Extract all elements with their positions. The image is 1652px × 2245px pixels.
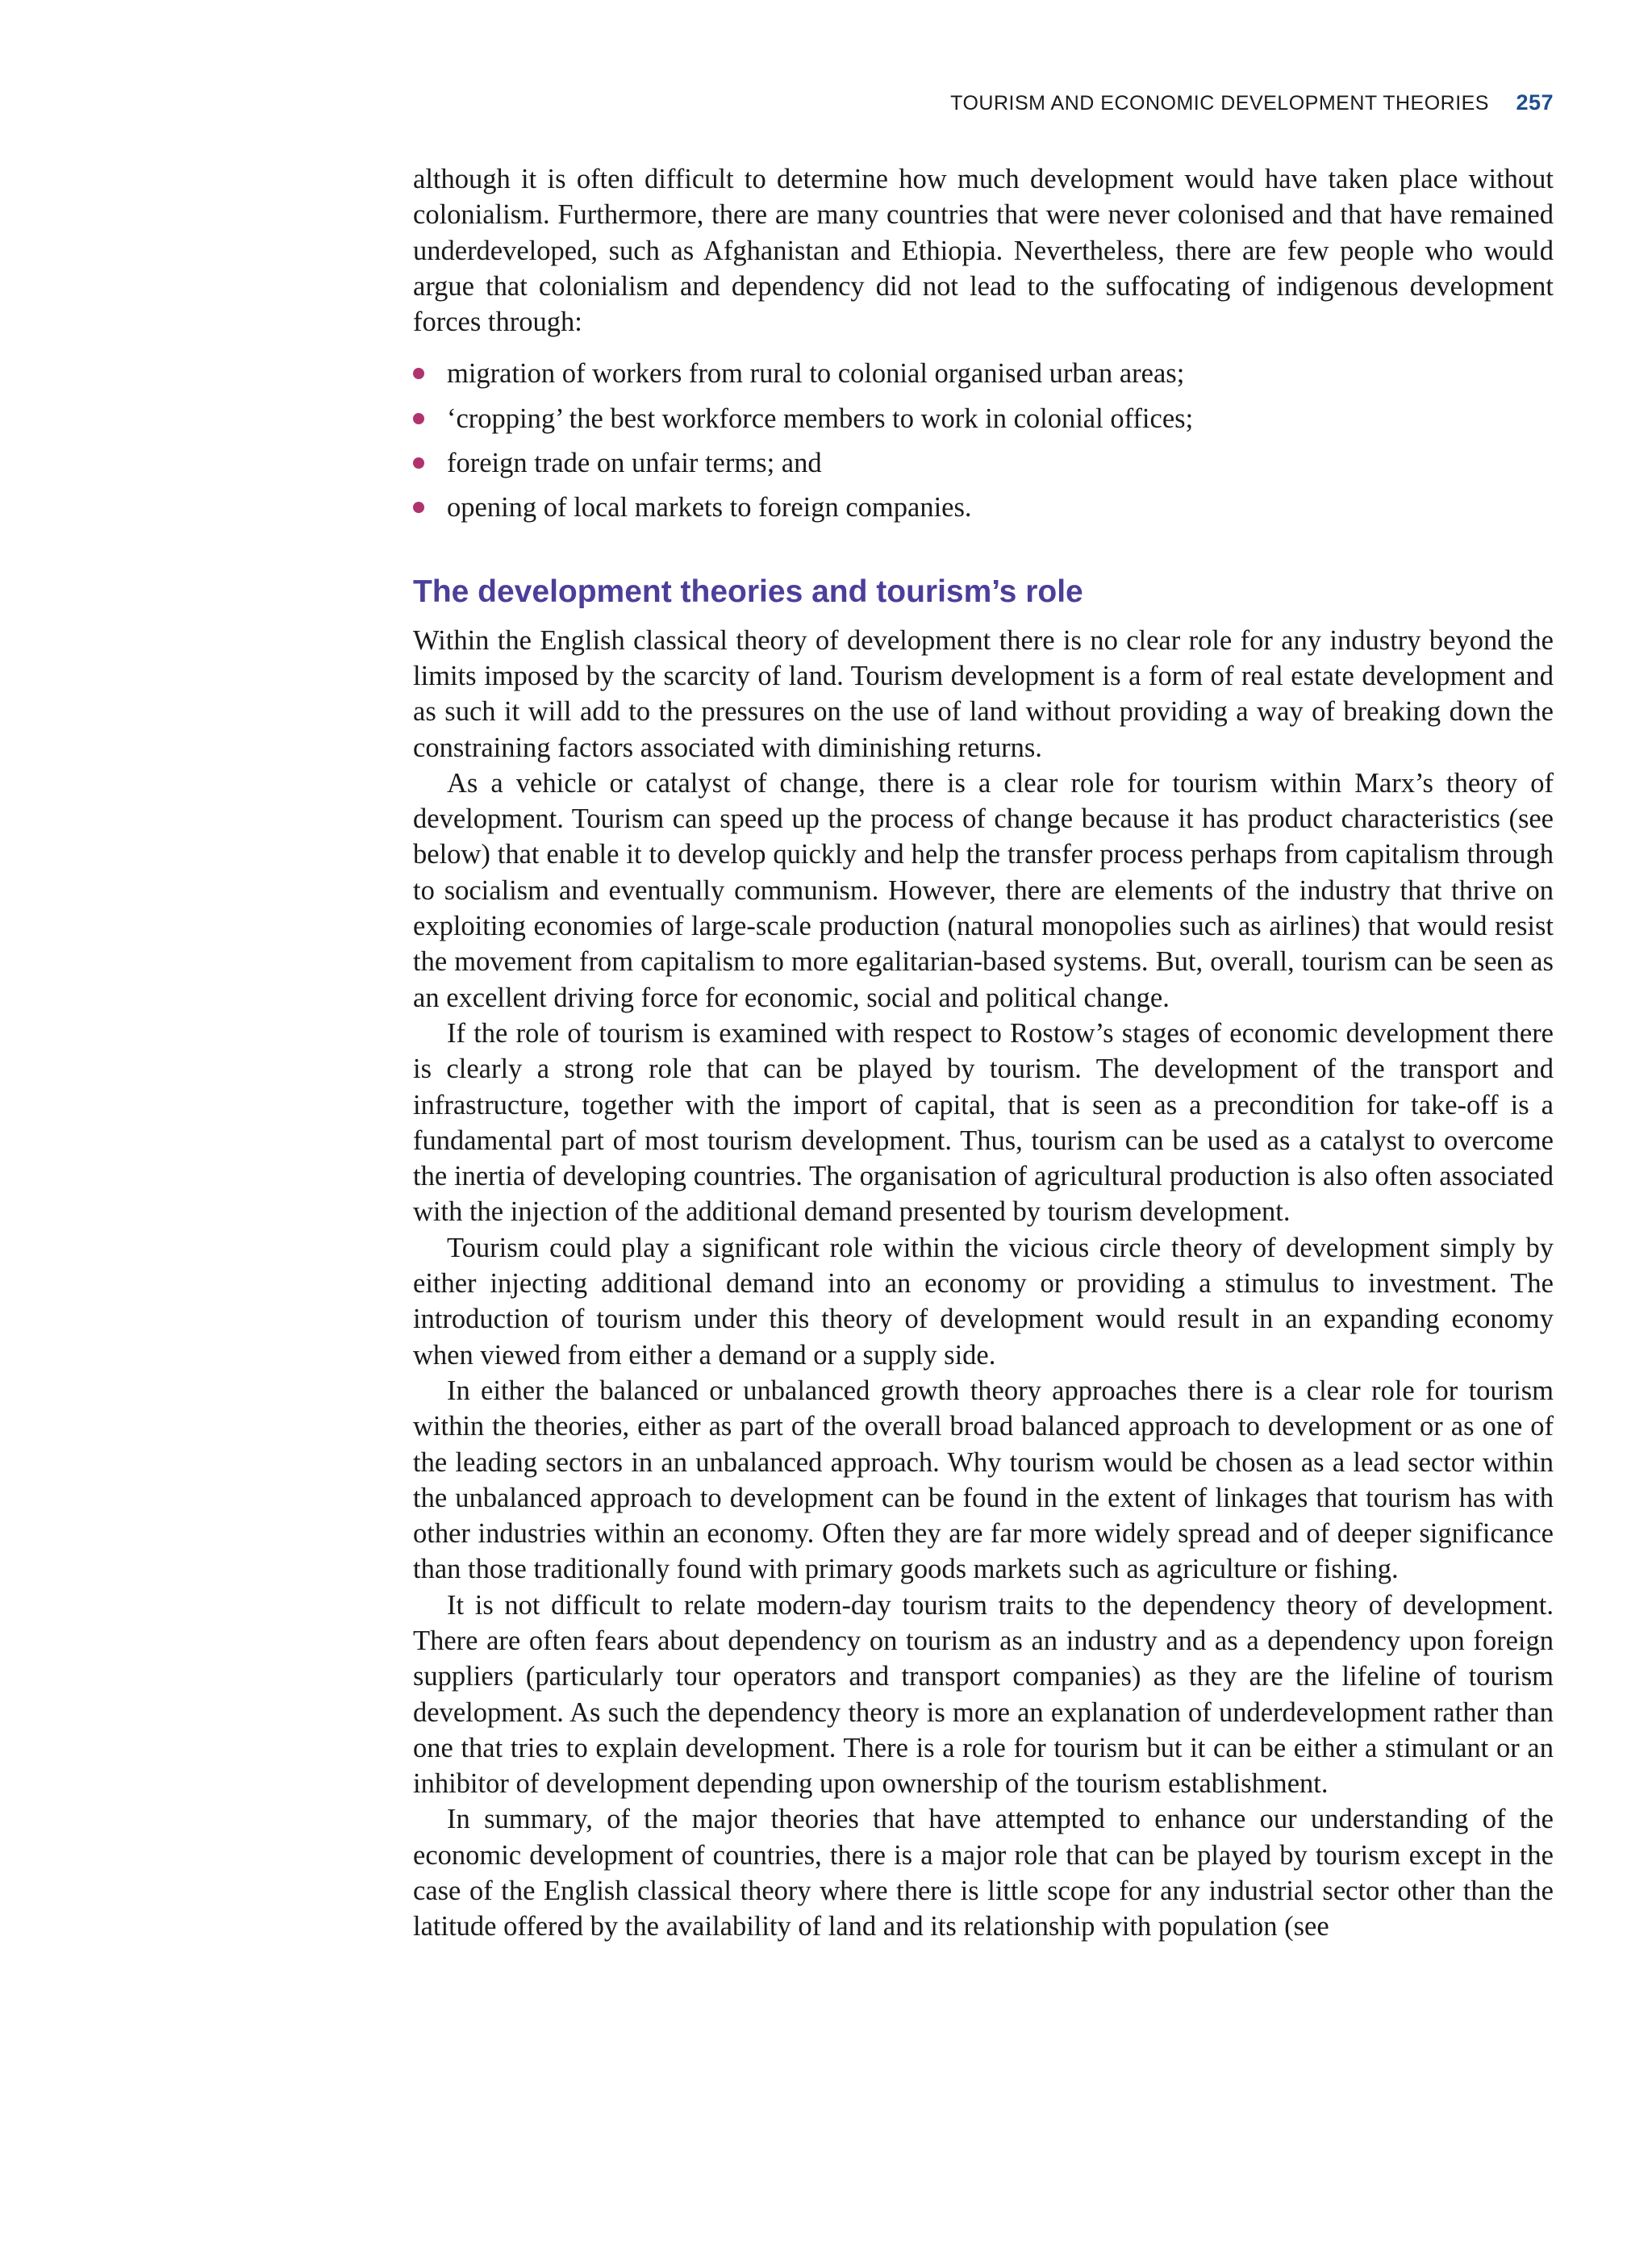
body-text — [413, 161, 1554, 1945]
paragraph-vicious-circle: Tourism could play a significant role within the vicious circle theory of development simply by either injecting additional demand into an economy or providing a stimulus to investment. The introduction of tourism under this theory of development would result in an expanding economy when viewed from either a demand or a supply side. — [413, 1232, 1554, 1371]
running-header — [950, 90, 1554, 115]
bullet-item — [413, 445, 1554, 481]
bullet-dot-icon — [413, 502, 424, 513]
paragraph-marx: As a vehicle or catalyst of change, there is a clear role for tourism within Marx’s theory of development. Tourism can speed up the process of change because it has product characteristics (see below) that enable it to develop quickly and help the transfer process perhaps from capitalism through to socialism and eventually communism. However, there are elements of the industry that thrive on exploiting economies of large-scale production (natural monopolies such as airlines) that would resist the movement from capitalism to more egalitarian-based systems. But, overall, tourism can be seen as an excellent driving force for economic, social and political change. — [413, 767, 1554, 1013]
bullet-text: opening of local markets to foreign companies. — [447, 492, 972, 524]
paragraph-summary: In summary, of the major theories that have attempted to enhance our understanding of the economic development of countries, there is a major role that can be played by tourism except in the case of the English classical theory where there is little scope for any industrial sector other than the latitude offered by the availability of land and its relationship with population (see — [413, 1804, 1554, 1942]
bullet-text: migration of workers from rural to colonial organised urban areas; — [447, 358, 1185, 390]
paragraph-english-classical: Within the English classical theory of development there is no clear role for any industry beyond the limits imposed by the scarcity of land. Tourism development is a form of real estate development and as such it will add to the pressures on the use of land without providing a way of breaking down the constraining factors associated with diminishing returns. — [413, 624, 1554, 763]
section-heading: The development theories and tourism’s role — [413, 574, 1083, 609]
page-number: 257 — [1516, 90, 1554, 115]
bullet-item — [413, 356, 1554, 391]
bullet-dot-icon — [413, 368, 424, 379]
bullet-dot-icon — [413, 457, 424, 469]
bullet-text: foreign trade on unfair terms; and — [447, 448, 822, 479]
bullet-list — [413, 356, 1554, 525]
bullet-item — [413, 401, 1554, 436]
paragraph-balanced-growth: In either the balanced or unbalanced growth theory approaches there is a clear role for tourism within the theories, either as part of the overall broad balanced approach to development or as one of the leading sectors in an unbalanced approach. Why tourism would be chosen as a lead sector within the unbalanced approach to development can be found in the extent of linkages that tourism has with other industries within an economy. Often they are far more widely spread and of deeper significance than those traditionally found with primary goods markets such as agriculture or fishing. — [413, 1375, 1554, 1585]
bullet-text: ‘cropping’ the best workforce members to work in colonial offices; — [447, 403, 1194, 434]
bullet-item — [413, 490, 1554, 525]
paragraph-dependency: It is not difficult to relate modern-day tourism traits to the dependency theory of development. There are often fears about dependency on tourism as an industry and as a dependency upon foreign suppliers (particularly tour operators and transport companies) as they are the lifeline of tourism development. As such the dependency theory is more an explanation of underdevelopment rather than one that tries to explain development. There is a role for tourism but it can be either a stimulant or an inhibitor of development depending upon ownership of the tourism establishment. — [413, 1589, 1554, 1800]
bullet-dot-icon — [413, 413, 424, 424]
intro-paragraph: although it is often difficult to determine how much development would have taken place without colonialism. Furthermore, there are many countries that were never colonised and that have remained underdeveloped, such as Afghanistan and Ethiopia. Nevertheless, there are few people who would argue that colonialism and dependency did not lead to the suffocating of indigenous development forces through: — [413, 164, 1554, 338]
running-title: TOURISM AND ECONOMIC DEVELOPMENT THEORIES — [950, 92, 1489, 115]
paragraph-rostow: If the role of tourism is examined with respect to Rostow’s stages of economic development there is clearly a strong role that can be played by tourism. The development of the transport and infrastructure, together with the import of capital, that is seen as a precondition for take-off is a fundamental part of most tourism development. Thus, tourism can be used as a catalyst to overcome the inertia of developing countries. The organisation of agricultural production is also often associated with the injection of the additional demand presented by tourism development. — [413, 1017, 1554, 1228]
